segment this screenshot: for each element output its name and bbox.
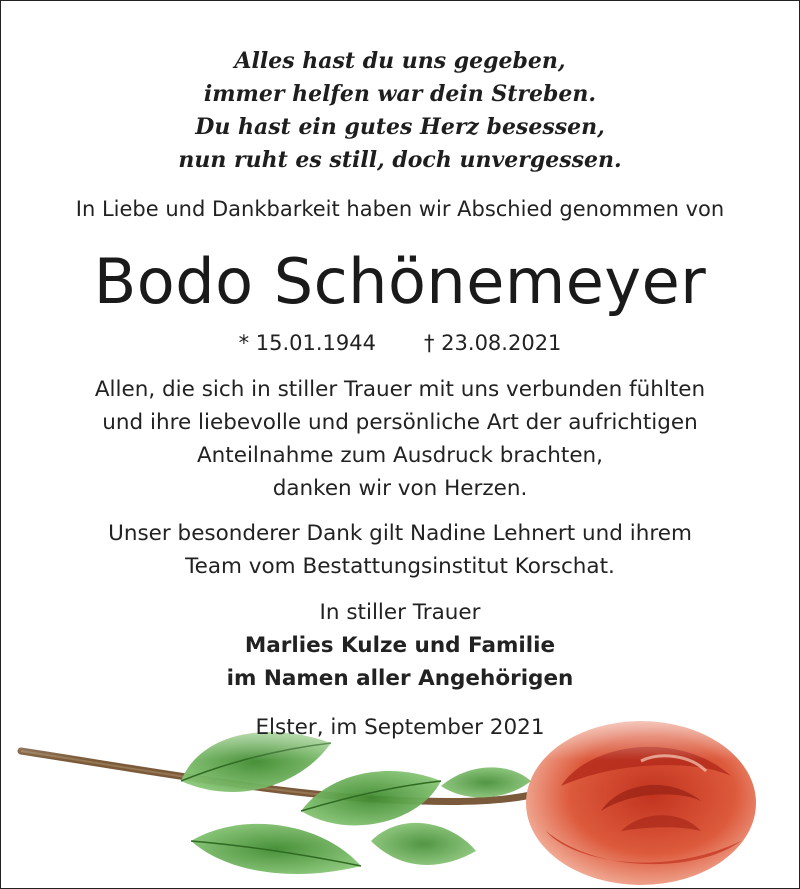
thanks-line: Anteilnahme zum Ausdruck brachten,	[196, 443, 604, 468]
special-thanks-line: Unser besonderer Dank gilt Nadine Lehnert und ihrem	[108, 521, 692, 546]
poem-line: nun ruht es still, doch unvergessen.	[178, 147, 622, 173]
death-date: † 23.08.2021	[424, 331, 562, 355]
relatives-line: im Namen aller Angehörigen	[226, 666, 574, 691]
place-and-date: Elster, im September 2021	[255, 715, 545, 740]
thanks-line: Allen, die sich in stiller Trauer mit uns verbunden fühlten	[94, 377, 706, 402]
deceased-name: Bodo Schönemeyer	[93, 245, 707, 318]
life-dates	[1, 328, 799, 358]
thanks-text	[1, 373, 799, 505]
special-thanks-text	[1, 517, 799, 583]
birth-date: * 15.01.1944	[238, 331, 376, 355]
signature-block	[1, 596, 799, 695]
thanks-line: und ihre liebevolle und persönliche Art der aufrichtigen	[102, 410, 698, 435]
poem-line: immer helfen war dein Streben.	[203, 81, 597, 107]
intro-text: In Liebe und Dankbarkeit haben wir Abschied genommen von	[75, 197, 725, 221]
thanks-line: danken wir von Herzen.	[272, 476, 528, 501]
family-name: Marlies Kulze und Familie	[244, 633, 556, 658]
mourning-line: In stiller Trauer	[319, 600, 481, 625]
poem-line: Du hast ein gutes Herz besessen,	[195, 114, 605, 140]
special-thanks-line: Team vom Bestattungsinstitut Korschat.	[185, 554, 615, 579]
poem	[1, 45, 799, 177]
poem-line: Alles hast du uns gegeben,	[234, 48, 566, 74]
